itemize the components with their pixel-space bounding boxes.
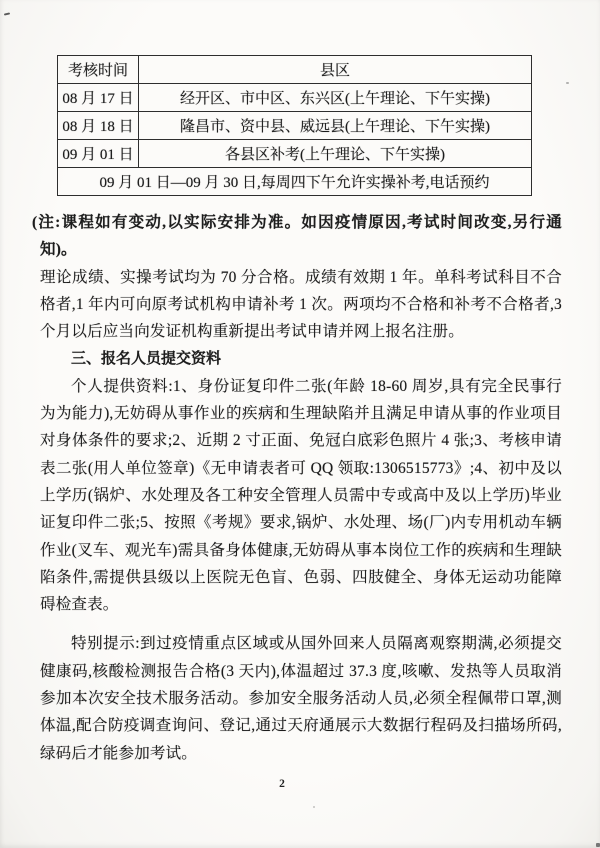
schedule-district-cell: 经开区、市中区、东兴区(上午理论、下午实操): [139, 84, 532, 112]
exam-schedule-table: [57, 55, 532, 196]
scan-speck: [313, 806, 315, 808]
scan-speck: [566, 82, 569, 84]
schedule-date-cell: 09 月 01 日: [58, 140, 139, 168]
schedule-date-cell: 08 月 17 日: [58, 84, 139, 112]
header-exam-time: 考核时间: [58, 56, 139, 84]
table-row: [58, 140, 532, 168]
table-row: [58, 112, 532, 140]
scores-paragraph: 理论成绩、实操考试均为 70 分合格。成绩有效期 1 年。单科考试科目不合格者,1 年内可向原考试机构申请补考 1 次。两项均不合格和补考不合格者,3 个月以后应当向发证机构重新提出考试申请并网上报名注册。: [40, 268, 562, 341]
schedule-district-cell: 隆昌市、资中县、威远县(上午理论、下午实操): [139, 112, 532, 140]
scan-speck: [596, 843, 600, 847]
schedule-date-cell: 08 月 18 日: [58, 112, 139, 140]
materials-paragraph: 个人提供资料:1、身份证复印件二张(年龄 18-60 周岁,具有完全民事行为为能力),无妨碍从事作业的疾病和生理缺陷并且满足申请从事的作业项目对身体条件的要求;2、近期 2 寸正面、免冠白底彩色照片 4 张;3、考核申请表二张(用人单位签章)《无申请表者可 QQ 领取:1306515773》;4、初中及以上学历(锅炉、水处理及各工种安全管理人员需中专或高中及以上学历)毕业证复印件二张;5、按照《考规》要求,锅炉、水处理、场(厂)内专用机动车辆作业(叉车、观光车)需具备身体健康,无妨碍从事本岗位工作的疾病和生理缺陷条件,需提供县级以上医院无色盲、色弱、四肢健全、身体无运动功能障碍检查表。: [40, 377, 562, 614]
table-footer-row: [58, 168, 532, 196]
header-district: 县区: [139, 56, 532, 84]
special-note-paragraph: 特别提示:到过疫情重点区域或从国外回来人员隔离观察期满,必须提交健康码,核酸检测报告合格(3 天内),体温超过 37.3 度,咳嗽、发热等人员取消参加本次安全技术服务活动。参加安全服务活动人员,必须全程佩带口罩,测体温,配合防疫调查询问、登记,通过天府通展示大数据行程码及扫描场所码,绿码后才能参加考试。: [40, 635, 562, 762]
note-paragraph: (注:课程如有变动,以实际安排为准。如因疫情原因,考试时间改变,另行通知)。: [32, 214, 562, 259]
schedule-district-cell: 各县区补考(上午理论、下午实操): [139, 140, 532, 168]
section-heading: 三、报名人员提交资料: [71, 350, 222, 368]
schedule-footer-cell: 09 月 01 日—09 月 30 日,每周四下午允许实操补考,电话预约: [58, 168, 532, 196]
table-row: [58, 84, 532, 112]
document-content: [32, 0, 562, 767]
scan-speck: [4, 12, 10, 15]
table-header-row: [58, 56, 532, 84]
page-number: 2: [279, 778, 285, 790]
